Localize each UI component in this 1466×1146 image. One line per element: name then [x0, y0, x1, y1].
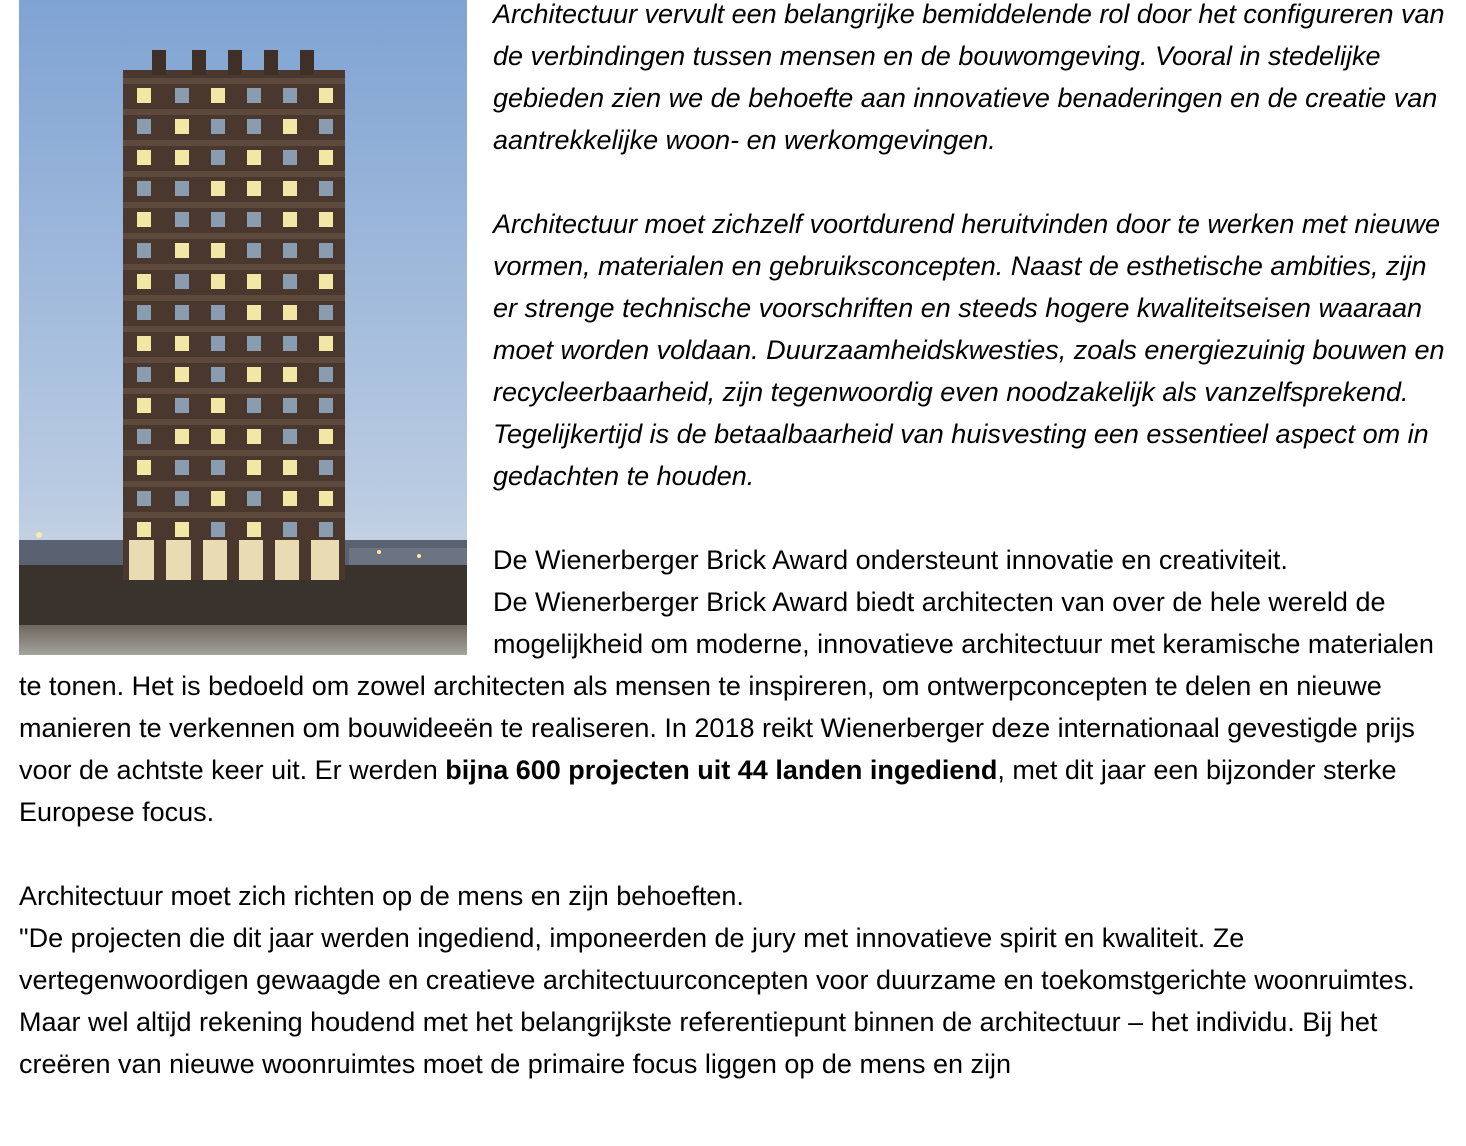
balcony-slab — [123, 357, 345, 363]
balcony-slab — [123, 202, 345, 208]
article-body — [19, 0, 1449, 1127]
balcony-slab — [123, 171, 345, 177]
window — [211, 88, 225, 103]
window — [175, 305, 189, 320]
window — [175, 274, 189, 289]
window — [137, 522, 151, 537]
window — [319, 181, 333, 196]
window — [283, 522, 297, 537]
window — [175, 398, 189, 413]
window — [137, 243, 151, 258]
window — [137, 305, 151, 320]
window — [137, 336, 151, 351]
window — [283, 336, 297, 351]
window — [247, 522, 261, 537]
window — [211, 336, 225, 351]
window — [175, 243, 189, 258]
award-highlight: bijna 600 projecten uit 44 landen ingediend — [445, 755, 998, 785]
window — [283, 367, 297, 382]
award-heading: De Wienerberger Brick Award ondersteunt innovatie en creativiteit. — [493, 545, 1288, 575]
window — [247, 491, 261, 506]
window — [137, 491, 151, 506]
window — [247, 367, 261, 382]
window — [211, 460, 225, 475]
window — [211, 367, 225, 382]
award-text-after: , met dit jaar een bijzonder sterke Europese focus. — [19, 755, 1397, 827]
tower-photo — [19, 0, 467, 655]
window — [137, 274, 151, 289]
window — [319, 150, 333, 165]
window — [319, 212, 333, 227]
window — [247, 274, 261, 289]
window — [175, 212, 189, 227]
window — [319, 119, 333, 134]
window — [247, 243, 261, 258]
window — [137, 212, 151, 227]
window — [137, 150, 151, 165]
balcony-slab — [123, 419, 345, 425]
window — [283, 398, 297, 413]
window — [283, 119, 297, 134]
window — [211, 305, 225, 320]
window — [247, 181, 261, 196]
window — [283, 181, 297, 196]
balcony-slab — [123, 450, 345, 456]
window — [175, 150, 189, 165]
tower-image — [19, 0, 467, 655]
balcony-slab — [123, 512, 345, 518]
window — [175, 429, 189, 444]
window — [211, 522, 225, 537]
window — [175, 336, 189, 351]
window — [137, 181, 151, 196]
window — [319, 398, 333, 413]
people-heading: Architectuur moet zich richten op de mens en zijn behoeften. — [19, 881, 744, 911]
window — [283, 274, 297, 289]
window — [211, 429, 225, 444]
window — [319, 336, 333, 351]
window — [283, 491, 297, 506]
window — [211, 150, 225, 165]
award-text-before: De Wienerberger Brick Award biedt architecten van over de hele wereld de mogelijkheid om moderne, innovatieve architectuur met keramische materialen te tonen. Het is bedoeld om zowel architecten als mensen te inspireren, om ontwerpconcepten te delen en nieuwe manieren te verkennen om bouwideeën te realiseren. In 2018 reikt Wienerberger deze internationaal gevestigde prijs voor de achtste keer uit. Er werden — [19, 587, 1434, 785]
balcony-slab — [123, 388, 345, 394]
window — [137, 429, 151, 444]
window — [247, 212, 261, 227]
window — [175, 181, 189, 196]
window — [137, 398, 151, 413]
window — [319, 243, 333, 258]
window — [211, 243, 225, 258]
balcony-slab — [123, 109, 345, 115]
window — [247, 460, 261, 475]
people-text: "De projecten die dit jaar werden ingediend, imponeerden de jury met innovatieve spirit en kwaliteit. Ze vertegenwoordigen gewaagde en creatieve architectuurconcepten voor duurzame en toekomstgerichte woonruimtes. Maar wel altijd rekening houdend met het belangrijkste referentiepunt binnen de architectuur – het individu. Bij het creëren van nieuwe woonruimtes moet de primaire focus liggen op de mens en zijn — [19, 923, 1415, 1079]
window — [319, 367, 333, 382]
window — [247, 150, 261, 165]
window — [283, 305, 297, 320]
window — [283, 150, 297, 165]
window — [211, 398, 225, 413]
window — [283, 243, 297, 258]
window — [319, 491, 333, 506]
balcony-slab — [123, 326, 345, 332]
balcony-slab — [123, 140, 345, 146]
window — [319, 429, 333, 444]
window — [175, 460, 189, 475]
window — [175, 119, 189, 134]
window — [247, 88, 261, 103]
balcony-slab — [123, 481, 345, 487]
window — [283, 212, 297, 227]
intro-paragraph-1: Architectuur vervult een belangrijke bemiddelende rol door het configureren van de verbindingen tussen mensen en de bouwomgeving. Vooral in stedelijke gebieden zien we de behoefte aan innovatieve benaderingen en de creatie van aantrekkelijke woon- en werkomgevingen. — [493, 0, 1445, 155]
window — [175, 522, 189, 537]
window — [137, 88, 151, 103]
window — [319, 522, 333, 537]
window — [283, 429, 297, 444]
balcony-slab — [123, 295, 345, 301]
balcony-slab — [123, 78, 345, 84]
window — [283, 88, 297, 103]
window — [283, 460, 297, 475]
window — [247, 119, 261, 134]
window — [319, 305, 333, 320]
window — [319, 88, 333, 103]
window — [211, 491, 225, 506]
window — [247, 429, 261, 444]
window — [319, 274, 333, 289]
window — [247, 398, 261, 413]
people-paragraph — [19, 875, 1449, 1085]
window — [211, 119, 225, 134]
window — [319, 460, 333, 475]
window — [211, 212, 225, 227]
balcony-slab — [123, 233, 345, 239]
intro-paragraph-2: Architectuur moet zichzelf voortdurend heruitvinden door te werken met nieuwe vormen, materialen en gebruiksconcepten. Naast de esthetische ambities, zijn er strenge technische voorschriften en steeds hogere kwaliteitseisen waaraan moet worden voldaan. Duurzaamheidskwesties, zoals energiezuinig bouwen en recycleerbaarheid, zijn tegenwoordig even noodzakelijk als vanzelfsprekend. Tegelijkertijd is de betaalbaarheid van huisvesting een essentieel aspect om in gedachten te houden. — [493, 209, 1445, 491]
window — [137, 367, 151, 382]
window — [175, 88, 189, 103]
window — [247, 305, 261, 320]
balcony-slab — [123, 264, 345, 270]
window — [211, 274, 225, 289]
window — [137, 119, 151, 134]
window — [211, 181, 225, 196]
window — [175, 491, 189, 506]
window — [137, 460, 151, 475]
window — [247, 336, 261, 351]
window — [175, 367, 189, 382]
